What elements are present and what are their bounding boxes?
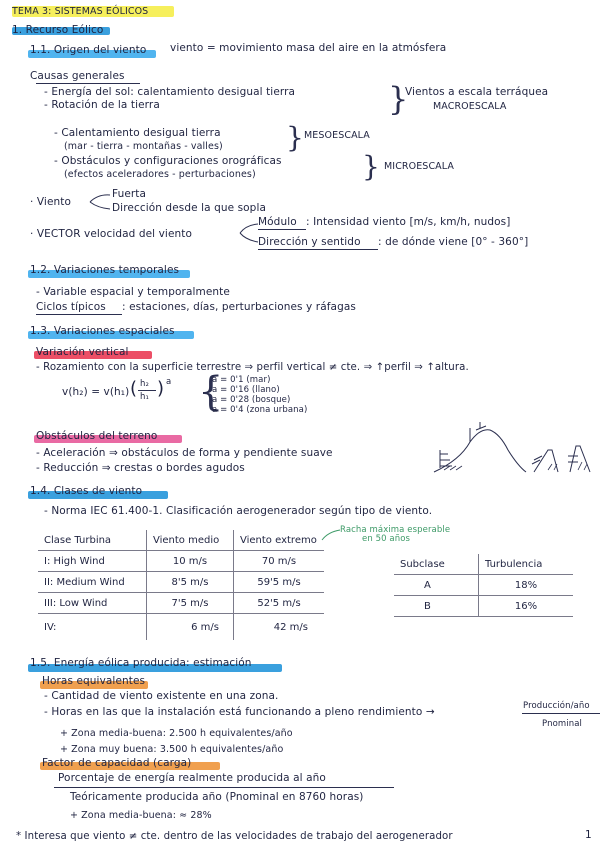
table1-cell: 59'5 m/s xyxy=(234,572,325,593)
table1-cell: III: Low Wind xyxy=(38,593,147,614)
table1-cell: 52'5 m/s xyxy=(234,593,325,614)
table2-cell: A xyxy=(394,575,479,596)
variaciones-line: - Variable espacial y temporalmente xyxy=(36,286,230,298)
table1-cell: 7'5 m/s xyxy=(147,593,234,614)
variacion-vertical-heading: Variación vertical xyxy=(36,346,129,358)
table2-header: Subclase xyxy=(394,554,479,575)
section-1-1-heading: 1.1. Origen del viento xyxy=(30,44,147,56)
causas-g3-line-2: (efectos aceleradores - perturbaciones) xyxy=(64,169,256,180)
terrain-sketches xyxy=(430,420,600,476)
racha-note-1: Racha máxima esperable xyxy=(340,525,451,535)
formula-frac-num: h₂ xyxy=(140,379,149,389)
table2-cell: B xyxy=(394,596,479,617)
viento-item-direccion: Dirección desde la que sopla xyxy=(112,202,267,214)
formula-paren-close: ) xyxy=(157,378,165,399)
footer-note: * Interesa que viento ≠ cte. dentro de las velocidades de trabajo del aerogenerador xyxy=(16,831,453,842)
causas-g2-line-2: (mar - tierra - montañas - valles) xyxy=(64,141,223,152)
table1-header: Viento medio xyxy=(147,530,234,551)
viento-definition: viento = movimiento masa del aire en la atmósfera xyxy=(170,42,447,54)
subclase-table xyxy=(394,554,573,617)
table-row xyxy=(394,596,573,617)
table2-cell: 18% xyxy=(479,575,574,596)
horas-line-1: - Cantidad de viento existente en una zona. xyxy=(44,690,279,702)
page-title: TEMA 3: SISTEMAS EÓLICOS xyxy=(12,6,149,17)
alpha-bosque: a = 0'28 (bosque) xyxy=(212,395,291,405)
microescala-note: MICROESCALA xyxy=(384,161,454,172)
page-number: 1 xyxy=(585,829,592,841)
section-1-2-heading: 1.2. Variaciones temporales xyxy=(30,264,180,276)
table1-header: Viento extremo xyxy=(234,530,325,551)
formula-lhs: v(h₂) = v(h₁) xyxy=(62,386,130,398)
obstaculos-heading: Obstáculos del terreno xyxy=(36,430,158,442)
horas-frac-den: Pnominal xyxy=(542,719,582,729)
viento-item-fuerza: Fuerta xyxy=(112,188,147,200)
alpha-llano: a = 0'16 (llano) xyxy=(212,385,280,395)
table-row xyxy=(38,614,324,641)
horas-frac-num: Producción/año xyxy=(523,701,590,711)
table1-cell: 6 m/s xyxy=(147,614,234,641)
causas-g2-line-1: - Calentamiento desigual tierra xyxy=(54,127,221,139)
section-1-heading: 1. Recurso Eólico xyxy=(12,24,104,36)
brace-meso: } xyxy=(286,121,304,154)
table1-cell: II: Medium Wind xyxy=(38,572,147,593)
variacion-vertical-line: - Rozamiento con la superficie terrestre ⇒ perfil vertical ≠ cte. ⇒ ↑perfil ⇒ ↑altura. xyxy=(36,362,469,373)
table1-cell: 10 m/s xyxy=(147,551,234,572)
formula-exponent: a xyxy=(166,377,172,387)
table1-cell: 8'5 m/s xyxy=(147,572,234,593)
ciclos-value: : estaciones, días, perturbaciones y ráfagas xyxy=(122,301,356,313)
formula-paren-open: ( xyxy=(130,378,138,399)
table1-cell: 70 m/s xyxy=(234,551,325,572)
brace-micro: } xyxy=(362,150,380,183)
clase-turbina-table xyxy=(38,530,324,640)
brace-alphas: { xyxy=(198,369,224,415)
table1-cell: IV: xyxy=(38,614,147,641)
macroescala-note-1: Vientos a escala terráquea xyxy=(405,86,549,98)
alpha-mar: a = 0'1 (mar) xyxy=(212,375,271,385)
viento-arrows xyxy=(88,190,114,214)
table-row xyxy=(394,575,573,596)
vector-modulo-value: : Intensidad viento [m/s, km/h, nudos] xyxy=(306,216,511,228)
vector-modulo-key: Módulo xyxy=(258,216,297,228)
viento-label: · Viento xyxy=(30,196,72,208)
vector-direccion-key: Dirección y sentido xyxy=(258,236,361,248)
section-1-5-heading: 1.5. Energía eólica producida: estimación xyxy=(30,657,252,669)
vector-direccion-value: : de dónde viene [0° - 360°] xyxy=(378,236,529,248)
causas-g1-line-1: - Energía del sol: calentamiento desigual tierra xyxy=(44,86,296,98)
mesoescala-note: MESOESCALA xyxy=(304,130,370,141)
section-1-3-heading: 1.3. Variaciones espaciales xyxy=(30,325,175,337)
racha-note-2: en 50 años xyxy=(362,534,411,544)
norma-line: - Norma IEC 61.400-1. Clasificación aerogenerador según tipo de viento. xyxy=(44,505,433,517)
horas-line-2: - Horas en las que la instalación está funcionando a pleno rendimiento → xyxy=(44,706,435,718)
macroescala-note-2: MACROESCALA xyxy=(433,101,507,112)
factor-capacidad-heading: Factor de capacidad (carga) xyxy=(42,757,192,769)
causas-heading: Causas generales xyxy=(30,70,125,82)
table-row xyxy=(38,551,324,572)
obstaculos-line-2: - Reducción ⇒ crestas o bordes agudos xyxy=(36,462,245,474)
table1-header: Clase Turbina xyxy=(38,530,147,551)
fc-numerator: Porcentaje de energía realmente producida al año xyxy=(58,772,326,784)
vector-label: · VECTOR velocidad del viento xyxy=(30,228,193,240)
zona-muy-buena: + Zona muy buena: 3.500 h equivalentes/año xyxy=(60,744,284,755)
alpha-urbana: a = 0'4 (zona urbana) xyxy=(212,405,308,415)
table2-cell: 16% xyxy=(479,596,574,617)
brace-macro: } xyxy=(388,80,409,118)
formula-frac-den: h₁ xyxy=(140,392,149,402)
vector-arrows xyxy=(238,220,260,246)
zona-media-buena: + Zona media-buena: 2.500 h equivalentes/año xyxy=(60,728,293,739)
table-row xyxy=(38,593,324,614)
horas-heading: Horas equivalentes xyxy=(42,675,146,687)
section-1-4-heading: 1.4. Clases de viento xyxy=(30,485,143,497)
causas-g3-line-1: - Obstáculos y configuraciones orográficas xyxy=(54,155,282,167)
table-row xyxy=(38,572,324,593)
causas-g1-line-2: - Rotación de la tierra xyxy=(44,99,160,111)
obstaculos-line-1: - Aceleración ⇒ obstáculos de forma y pendiente suave xyxy=(36,447,333,459)
fc-zona: + Zona media-buena: ≈ 28% xyxy=(70,810,212,821)
table1-cell: I: High Wind xyxy=(38,551,147,572)
table1-cell: 42 m/s xyxy=(273,621,308,633)
table2-header: Turbulencia xyxy=(479,554,574,575)
ciclos-key: Ciclos típicos xyxy=(36,301,106,313)
fc-denominator: Teóricamente producida año (Pnominal en 8760 horas) xyxy=(70,791,364,803)
